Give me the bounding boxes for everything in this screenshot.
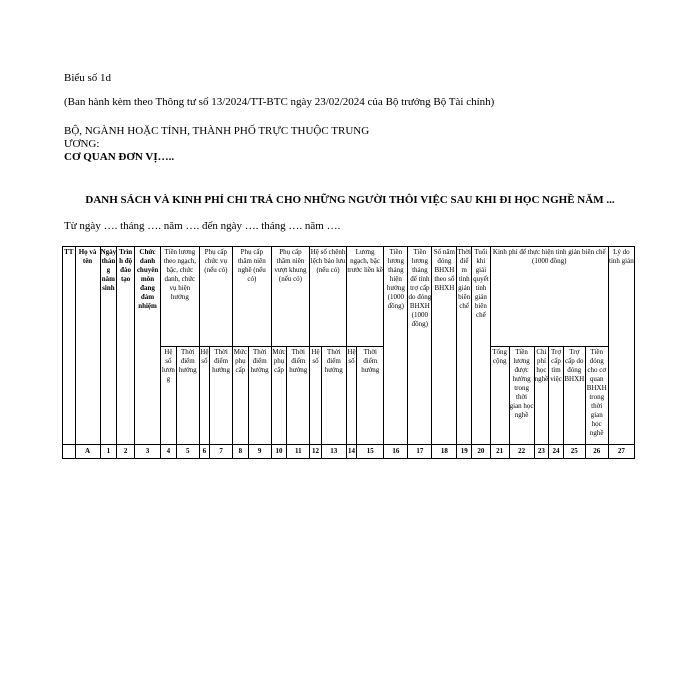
column-number-cell: 21 bbox=[490, 445, 509, 459]
col-previous-grade-group: Lương ngạch, bậc trước liền kề bbox=[346, 247, 384, 347]
report-period: Từ ngày …. tháng …. năm …. đến ngày …. tháng …. năm …. bbox=[64, 220, 341, 232]
sub-training-salary: Tiền lương được hưởng trong thời gian học nghề bbox=[509, 347, 534, 445]
col-reduction-date: Thời điểm tinh giản biên chế bbox=[457, 247, 472, 445]
agency-line: CƠ QUAN ĐƠN VỊ….. bbox=[64, 151, 175, 163]
column-number-cell: 25 bbox=[563, 445, 585, 459]
column-number-cell: 16 bbox=[384, 445, 408, 459]
sub-seniority-date: Thời điểm hưởng bbox=[248, 347, 271, 445]
col-funding-group: Kinh phí để thực hiện tinh giản biên chế (1000 đồng) bbox=[490, 247, 608, 347]
column-number-cell: 11 bbox=[287, 445, 310, 459]
sub-over-frame-rate: Mức phụ cấp bbox=[271, 347, 287, 445]
column-number-cell: 17 bbox=[408, 445, 432, 459]
sub-training-cost: Chi phí học nghề bbox=[534, 347, 549, 445]
column-number-cell: 14 bbox=[346, 445, 356, 459]
sub-previous-coefficient: Hệ số bbox=[346, 347, 356, 445]
sub-reserved-coefficient: Hệ số bbox=[310, 347, 321, 445]
sub-position-date: Thời điểm hưởng bbox=[210, 347, 233, 445]
col-full-name: Họ và tên bbox=[75, 247, 100, 445]
sub-over-frame-date: Thời điểm hưởng bbox=[287, 347, 310, 445]
column-number-cell: 27 bbox=[608, 445, 634, 459]
column-number-cell: 12 bbox=[310, 445, 321, 459]
column-number-cell: 5 bbox=[176, 445, 199, 459]
payment-table bbox=[62, 246, 635, 459]
column-number-cell: 22 bbox=[509, 445, 534, 459]
sub-salary-date: Thời điểm hưởng bbox=[176, 347, 199, 445]
sub-salary-coefficient: Hệ số lương bbox=[161, 347, 177, 445]
sub-seniority-rate: Mức phụ cấp bbox=[233, 347, 249, 445]
col-salary-group: Tiền lương theo ngạch, bậc, chức danh, chức vụ hiện hưởng bbox=[161, 247, 200, 347]
column-number-cell: 26 bbox=[585, 445, 608, 459]
column-number-cell: 3 bbox=[134, 445, 160, 459]
col-education: Trình độ đào tạo bbox=[117, 247, 135, 445]
ministry-line: BỘ, NGÀNH HOẶC TỈNH, THÀNH PHỐ TRỰC THUỘC TRUNG bbox=[64, 125, 370, 137]
col-salary-for-allowance: Tiền lương tháng để tính trợ cấp do đóng BHXH (1000 đồng) bbox=[408, 247, 432, 445]
column-number-cell: 19 bbox=[457, 445, 472, 459]
sub-insurance-allowance: Trợ cấp do đóng BHXH bbox=[563, 347, 585, 445]
sub-job-search-allowance: Trợ cấp tìm việc bbox=[549, 347, 564, 445]
column-number-cell: 23 bbox=[534, 445, 549, 459]
column-number-cell: 7 bbox=[210, 445, 233, 459]
col-current-monthly-salary: Tiền lương tháng hiện hưởng (1000 đồng) bbox=[384, 247, 408, 445]
col-date-of-birth: Ngày tháng năm sinh bbox=[100, 247, 117, 445]
sub-position-coefficient: Hệ số bbox=[199, 347, 209, 445]
column-number-cell: 20 bbox=[472, 445, 491, 459]
document-title: DANH SÁCH VÀ KINH PHÍ CHI TRẢ CHO NHỮNG NGƯỜI THÔI VIỆC SAU KHI ĐI HỌC NGHỀ NĂM ... bbox=[85, 194, 615, 206]
sub-previous-date: Thời điểm hưởng bbox=[357, 347, 384, 445]
column-number-cell: 13 bbox=[321, 445, 346, 459]
col-insurance-years: Số năm đóng BHXH theo sổ BHXH bbox=[432, 247, 457, 445]
column-number-cell: 18 bbox=[432, 445, 457, 459]
col-seniority-allowance-group: Phụ cấp thâm niên nghề (nếu có) bbox=[233, 247, 272, 347]
column-number-cell: 1 bbox=[100, 445, 117, 459]
column-number-cell: 6 bbox=[199, 445, 209, 459]
issued-note: (Ban hành kèm theo Thông tư số 13/2024/TT-BTC ngày 23/02/2024 của Bộ trưởng Bộ Tài chính) bbox=[64, 96, 495, 108]
col-reason: Lý do tinh giản bbox=[608, 247, 634, 445]
col-over-frame-allowance-group: Phụ cấp thâm niên vượt khung (nếu có) bbox=[271, 247, 310, 347]
column-number-cell bbox=[63, 445, 76, 459]
col-tt: TT bbox=[63, 247, 76, 445]
sub-reserved-date: Thời điểm hưởng bbox=[321, 347, 346, 445]
col-position-allowance-group: Phụ cấp chức vụ (nếu có) bbox=[199, 247, 232, 347]
form-code: Biểu số 1d bbox=[64, 72, 112, 84]
column-number-cell: 24 bbox=[549, 445, 564, 459]
column-number-cell: 9 bbox=[248, 445, 271, 459]
column-number-cell: 4 bbox=[161, 445, 177, 459]
ministry-line-continued: ƯƠNG: bbox=[64, 138, 100, 150]
column-number-cell: 2 bbox=[117, 445, 135, 459]
column-number-cell: 8 bbox=[233, 445, 249, 459]
col-reserved-difference-group: Hệ số chênh lệch bảo lưu (nếu có) bbox=[310, 247, 347, 347]
column-number-cell: A bbox=[75, 445, 100, 459]
col-position: Chức danh chuyên môn đang đảm nhiệm bbox=[134, 247, 160, 445]
column-number-row bbox=[63, 445, 635, 459]
column-number-cell: 10 bbox=[271, 445, 287, 459]
sub-insurance-contribution: Tiền đóng cho cơ quan BHXH trong thời gian học nghề bbox=[585, 347, 608, 445]
sub-total: Tổng cộng bbox=[490, 347, 509, 445]
column-number-cell: 15 bbox=[357, 445, 384, 459]
header-row-1 bbox=[63, 247, 635, 347]
col-age-at-reduction: Tuổi khi giải quyết tinh giản biên chế bbox=[472, 247, 491, 445]
